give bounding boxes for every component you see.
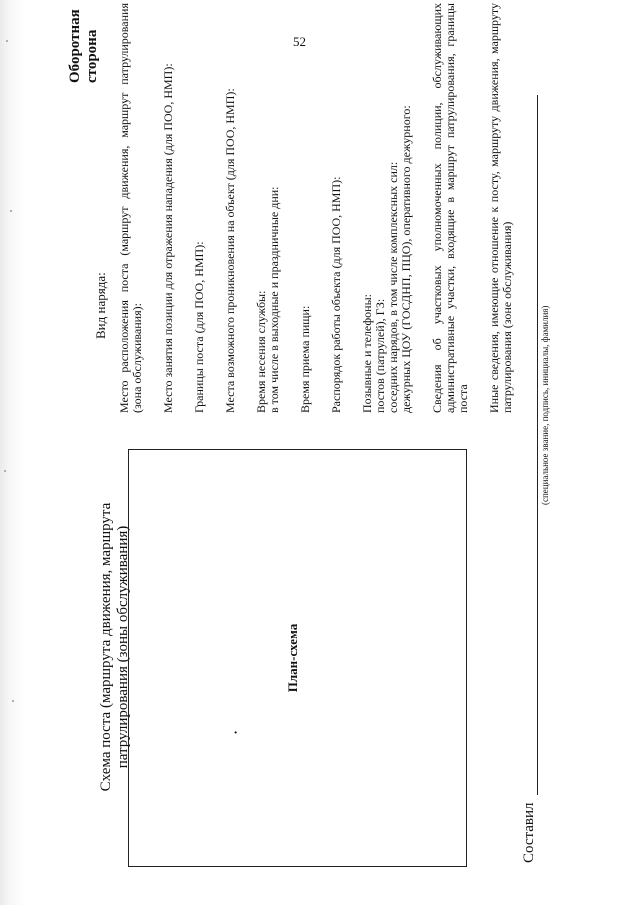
form-item-line: Иные сведения, имеющие отношение к посту, маршруту движения, маршруту патрулирования (зоне обслуживания) — [487, 3, 514, 413]
scheme-title-line1: Схема поста (маршрута движения, маршрута — [98, 502, 114, 792]
form-item-line: дежурных ЦОУ (ГОСДНП, ПЦО), оперативного дежурного: — [399, 105, 413, 413]
form-item — [299, 3, 312, 413]
form-item — [488, 3, 514, 413]
form-item-line: Сведения об участковых уполномоченных полиции, обслуживающих административные участки, входящие в маршрут патрулирования, границы поста — [430, 3, 470, 413]
signature-line — [537, 95, 538, 795]
signature-hint: (специальное звание, подпись, инициалы, фамилия) — [540, 305, 550, 505]
form-item-line: Места возможного проникновения на объект (для ПОО, НМП): — [223, 88, 237, 413]
form-item-line: Время приема пищи: — [298, 305, 312, 413]
plan-mark: • — [231, 730, 241, 734]
form-item — [118, 3, 144, 413]
form-item-line: Границы поста (для ПОО, НМП): — [192, 241, 206, 413]
plan-scheme-label: План-схема — [285, 623, 300, 693]
scheme-title-line2: патрулирования (зоны обслуживания) — [115, 525, 131, 769]
reverse-side-header: Оборотная сторона — [67, 9, 100, 83]
form-item — [162, 3, 175, 413]
page-number: 52 — [293, 34, 306, 49]
scheme-title — [98, 447, 132, 847]
form-item — [255, 3, 281, 413]
duty-type-label: Вид наряда: — [93, 272, 108, 339]
form-item — [330, 3, 343, 413]
form-item-line: Место занятия позиции для отражения нападения (для ПОО, НМП): — [161, 63, 175, 413]
form-item-line: соседних нарядов, в том числе комплексных сил: — [386, 161, 400, 413]
form-item-line: Место расположения поста (маршрут движения, маршрут патрулирования (зона обслуживания): — [117, 3, 144, 413]
form-item — [224, 3, 237, 413]
form-item — [193, 3, 206, 413]
form-item-line: Позывные и телефоны: — [360, 294, 374, 413]
form-item-line: Распорядок работы объекта (для ПОО, НМП): — [329, 176, 343, 413]
plan-scheme-box — [128, 449, 467, 867]
form-item-line: постов (патрулей), ГЗ: — [373, 298, 387, 413]
form-item-line: в том числе в выходные и праздничные дни: — [267, 186, 281, 413]
sostavil-label: Составил — [521, 802, 537, 863]
form-item — [361, 3, 413, 413]
form-items — [118, 3, 532, 413]
form-item — [431, 3, 470, 413]
form-item-line: Время несения службы: — [254, 290, 268, 413]
